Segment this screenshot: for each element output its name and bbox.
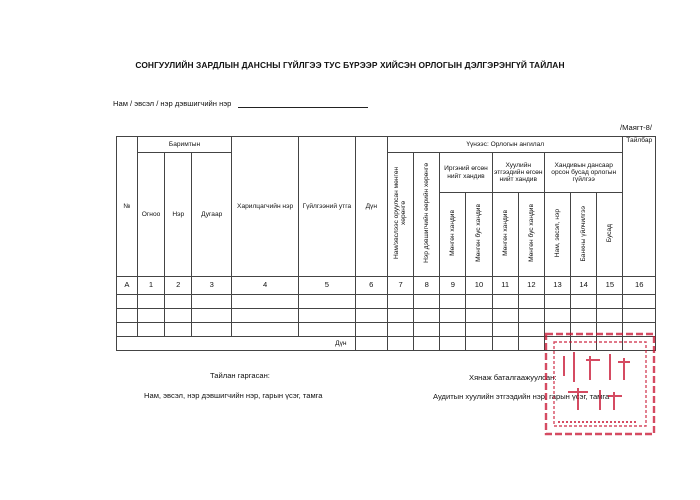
party-name-line[interactable] [238,99,368,108]
official-stamp [540,330,660,442]
header-entity-noncash: Мөнгөн бус хандив [527,204,535,263]
header-doc-name: Нэр [165,153,192,277]
col-num: 9 [440,277,466,295]
header-citizen: Иргэний өгсөн нийт хандив [440,153,492,193]
header-amount: Дүн [355,137,387,277]
header-entity: Хуулийн этгээдийн өгсөн нийт хандив [492,153,544,193]
header-other: Хандивын дансаар орсон бусад орлогын гүйлгээ [544,153,623,193]
party-field [113,99,368,108]
col-num: 3 [192,277,232,295]
header-candidate-funds: Нэр дэвшигчийн өөрийн хөрөнгө [423,163,431,264]
total-label: Дүн [117,337,356,351]
table-row[interactable] [117,309,656,323]
prepared-by-signature: Нам, эвсэл, нэр дэвшигчийн нэр, гарын үсэг, тамга [144,391,323,400]
header-citizen-noncash: Мөнгөн бус хандив [475,204,483,263]
party-label: Нам / эвсэл / нэр дэвшигчийн нэр [113,99,232,108]
header-doc-number: Дугаар [192,153,232,277]
col-num: 14 [571,277,597,295]
col-num: 13 [544,277,570,295]
col-num: 16 [623,277,656,295]
header-transaction: Гүйлгээний утга [299,137,356,277]
header-party-funds: Нам/эвслээс оруулсан мөнгөн хөрөнгө [393,167,408,260]
header-bank-fee: Банкны үйлчилгээ [580,205,588,262]
table-row[interactable] [117,295,656,309]
header-document: Баримтын [137,137,231,153]
form-number: /Маягт-8/ [620,123,652,132]
header-citizen-cash: Мөнгөн хандив [449,210,457,257]
verified-by-label: Хянаж баталгаажуулсан: [469,373,557,382]
col-num: 5 [299,277,356,295]
col-num: 10 [466,277,492,295]
col-num: 6 [355,277,387,295]
col-num: 8 [414,277,440,295]
header-misc: Бусад [606,224,614,243]
col-num: 12 [518,277,544,295]
report-title: СОНГУУЛИЙН ЗАРДЛЫН ДАНСНЫ ГҮЙЛГЭЭ ТУС БҮРЭЭР ХИЙСЭН ОРЛОГЫН ДЭЛГЭРЭНГҮЙ ТАЙЛАН [135,60,565,70]
header-entity-cash: Мөнгөн хандив [501,210,509,257]
header-note: Тайлбар [623,137,656,277]
header-date: Огноо [137,153,164,277]
prepared-by-label: Тайлан гаргасан: [210,371,270,380]
col-num: 4 [232,277,299,295]
col-num: 1 [137,277,164,295]
col-num: 11 [492,277,518,295]
col-num: 7 [387,277,413,295]
col-num: 15 [597,277,623,295]
column-number-row [117,277,656,295]
income-report-table [116,136,656,351]
header-no: № [117,137,138,277]
col-num: A [117,277,138,295]
header-income-class: Үүнээс: Орлогын ангилал [387,137,623,153]
col-num: 2 [165,277,192,295]
header-party-name: Нам, эвсэл, нэр [553,209,561,258]
header-counterparty: Харилцагчийн нэр [232,137,299,277]
verified-by-signature: Аудитын хуулийн этгээдийн нэр, гарын үсэг, тамга [433,392,610,401]
